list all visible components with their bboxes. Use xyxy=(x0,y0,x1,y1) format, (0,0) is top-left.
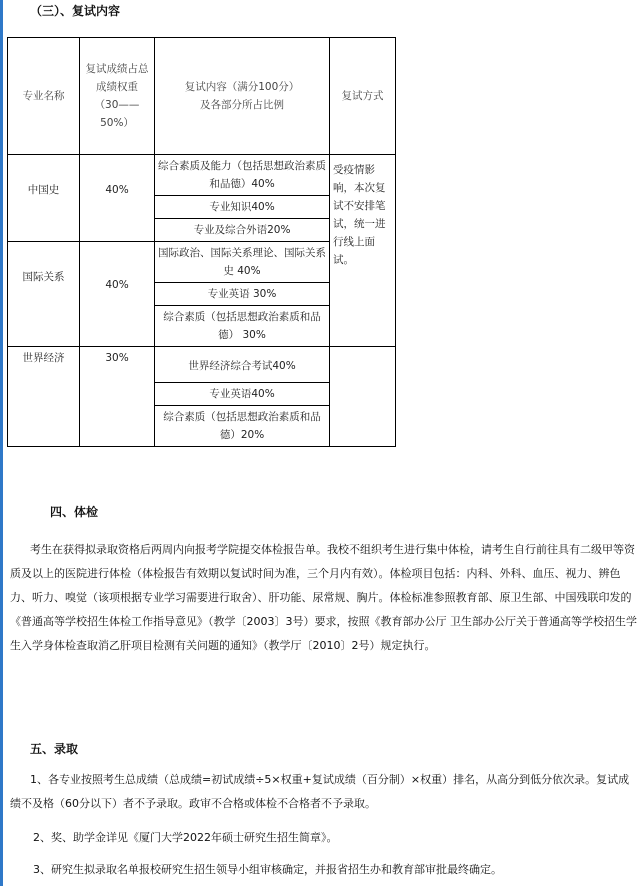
row-item: 综合素质及能力（包括思想政治素质和品德）40% xyxy=(155,155,330,196)
table-header-row xyxy=(8,38,638,155)
row-weight: 30% xyxy=(80,347,155,447)
row-item: 综合素质（包括思想政治素质和品德） 30% xyxy=(155,306,330,347)
row-item: 专业知识40% xyxy=(155,196,330,219)
row-item: 综合素质（包括思想政治素质和品德）20% xyxy=(155,406,330,447)
row-weight: 40% xyxy=(80,242,155,347)
section5-heading: 五、录取 xyxy=(30,742,79,756)
row-major: 中国史 xyxy=(8,155,80,242)
row-item: 专业英语40% xyxy=(155,383,330,406)
header-method: 复试方式 xyxy=(330,38,396,155)
row-item: 专业英语 30% xyxy=(155,283,330,306)
table-blank-cell xyxy=(396,155,638,447)
header-content xyxy=(155,38,330,155)
section3-heading: （三）、复试内容 xyxy=(30,4,121,18)
table-row xyxy=(8,155,638,196)
admission-item-2: 2、奖、助学金详见《厦门大学2022年硕士研究生招生简章》。 xyxy=(33,831,338,844)
row-major: 国际关系 xyxy=(8,242,80,347)
method-note: 受疫情影响，本次复试不安排笔试，统一进行线上面试。 xyxy=(330,155,396,347)
header-weight-line2: （30——50%） xyxy=(94,99,140,129)
header-weight xyxy=(80,38,155,155)
row-item: 世界经济综合考试40% xyxy=(155,347,330,383)
header-content-line2: 及各部分所占比例 xyxy=(200,99,284,111)
section4-heading: 四、体检 xyxy=(50,505,99,519)
row-weight: 40% xyxy=(80,155,155,242)
section4-body: 考生在获得拟录取资格后两周内向报考学院提交体检报告单。我校不组织考生进行集中体检，请考生自行前往具有二级甲等资质及以上的医院进行体检（体检报告有效期以复试时间为准，三个月内有效）。体检项目包括：内科、外科、血压、视力、辨色力、听力、嗅觉（该项根据专业学习需要进行取舍）、肝功能、尿常规、胸片。体检标准参照教育部、原卫生部、中国残联印发的《普通高等学校招生体检工作指导意见》（教学〔2003〕3号）要求，按照《教育部办公厅 卫生部办公厅关于普通高等学校招生学生入学身体检查取消乙肝项目检测有关问题的通知》（教学厅〔2010〕2号）规定执行。 xyxy=(10,543,637,652)
header-weight-line1: 复试成绩占总成绩权重 xyxy=(85,63,149,93)
row-item: 国际政治、国际关系理论、国际关系史 40% xyxy=(155,242,330,283)
table-blank-cell xyxy=(396,38,638,155)
admission-item-3: 3、研究生拟录取名单报校研究生招生领导小组审核确定，并报省招生办和教育部审批最终确定。 xyxy=(33,863,502,876)
header-major: 专业名称 xyxy=(8,38,80,155)
method-empty-cell xyxy=(330,347,396,447)
row-major: 世界经济 xyxy=(8,347,80,447)
header-content-line1: 复试内容（满分100分） xyxy=(184,81,300,93)
row-item: 专业及综合外语20% xyxy=(155,219,330,242)
admission-item-1: 1、各专业按照考生总成绩（总成绩=初试成绩÷5×权重+复试成绩（百分制）×权重）排名，从高分到低分依次录。复试成绩不及格（60分以下）者不予录取。政审不合格或体检不合格者不予录取。 xyxy=(10,773,630,810)
retest-content-table xyxy=(7,37,638,447)
left-accent-rule xyxy=(0,0,3,886)
